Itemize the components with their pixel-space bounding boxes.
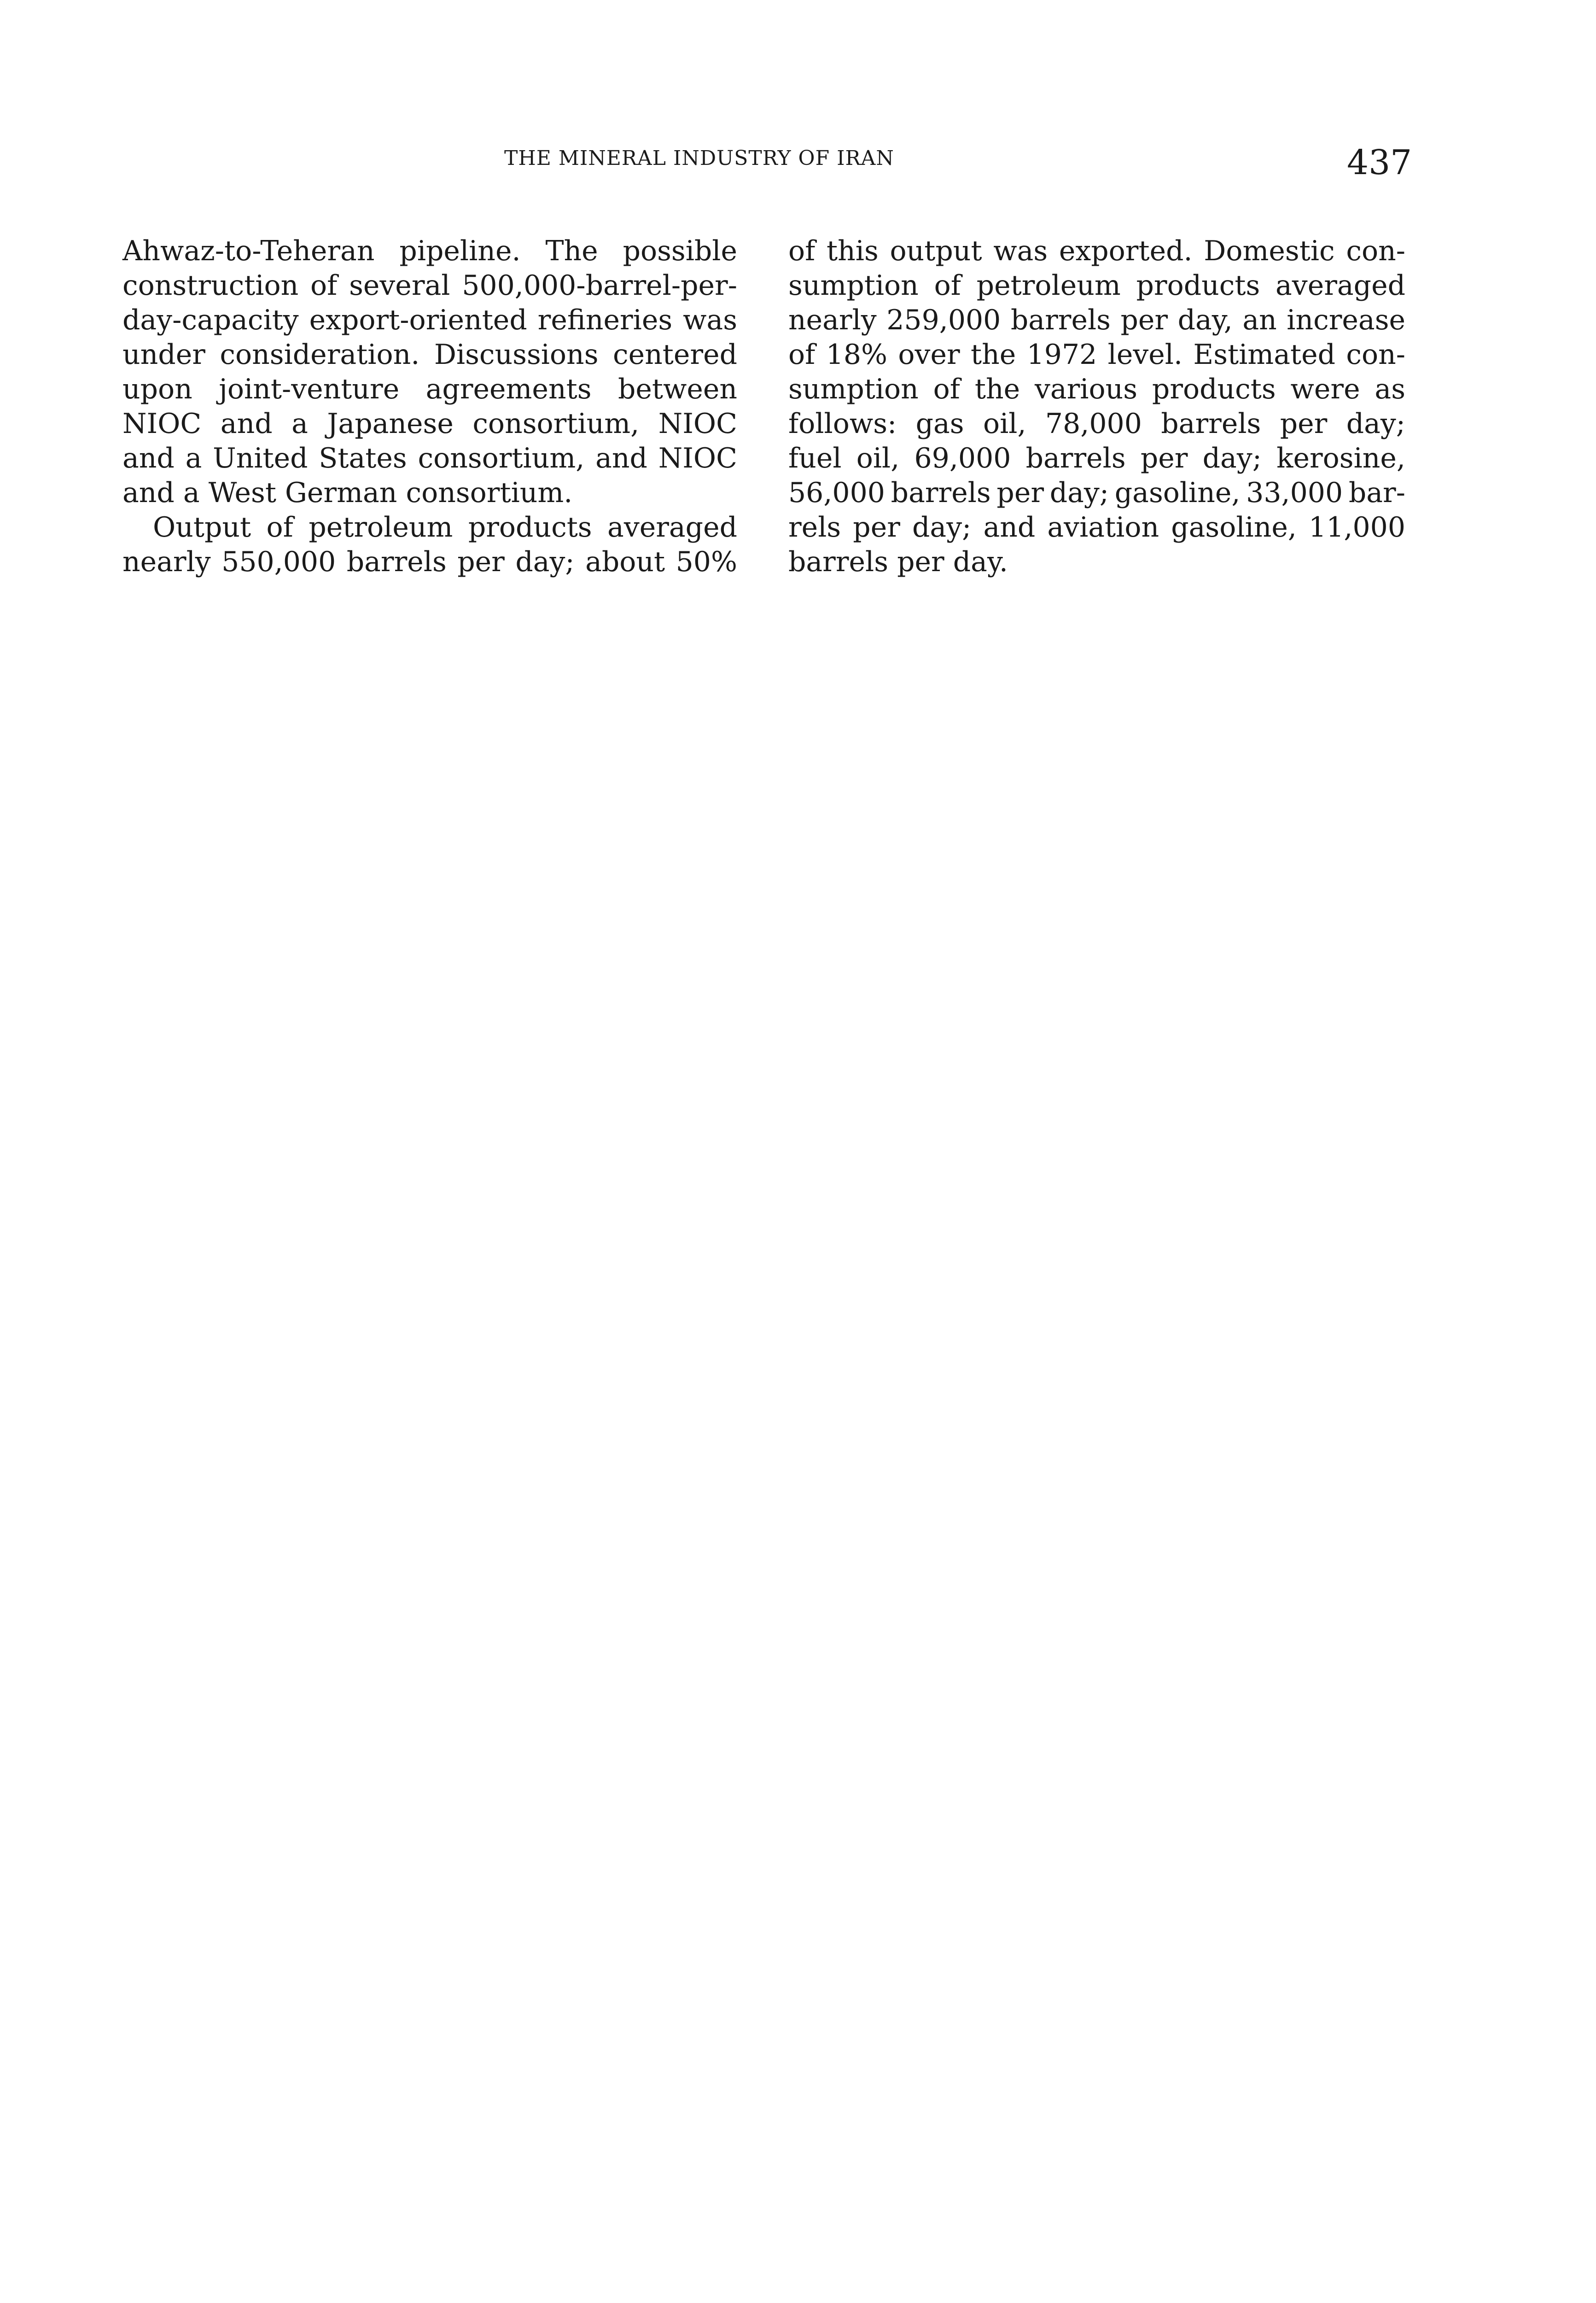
text-line: nearly 259,000 barrels per day, an increase [788, 304, 1405, 336]
text-line: construction of several 500,000-barrel-per- [122, 269, 737, 302]
text-line: and a United States consortium, and NIOC [122, 442, 737, 474]
right-column [788, 234, 1405, 579]
text-line: and a West German consortium. [122, 477, 573, 509]
text-line: follows: gas oil, 78,000 barrels per day; [788, 408, 1405, 440]
text-line: under consideration. Discussions centered [122, 339, 737, 371]
text-line: of 18% over the 1972 level. Estimated con- [788, 339, 1405, 371]
text-line: nearly 550,000 barrels per day; about 50% [122, 546, 737, 578]
page-number: 437 [1347, 143, 1412, 182]
running-head: THE MINERAL INDUSTRY OF IRAN [504, 146, 894, 170]
text-line: fuel oil, 69,000 barrels per day; kerosine, [788, 442, 1405, 474]
left-column [122, 234, 737, 579]
text-line: upon joint-venture agreements between [122, 373, 737, 405]
paragraph-pipeline-refineries [122, 234, 737, 510]
text-line: of this output was exported. Domestic con- [788, 235, 1405, 267]
text-line: NIOC and a Japanese consortium, NIOC [122, 408, 737, 440]
paragraph-petroleum-output [122, 510, 737, 579]
text-line: 56,000 barrels per day; gasoline, 33,000 bar- [788, 477, 1405, 509]
text-line: day-capacity export-oriented refineries was [122, 304, 737, 336]
text-line: sumption of petroleum products averaged [788, 269, 1405, 302]
text-line: barrels per day. [788, 546, 1008, 578]
text-line: sumption of the various products were as [788, 373, 1405, 405]
text-line: Output of petroleum products averaged [153, 511, 737, 544]
text-line: Ahwaz-to-Teheran pipeline. The possible [122, 235, 737, 267]
paragraph-petroleum-output-continued [788, 234, 1405, 579]
text-line: rels per day; and aviation gasoline, 11,000 [788, 511, 1405, 544]
